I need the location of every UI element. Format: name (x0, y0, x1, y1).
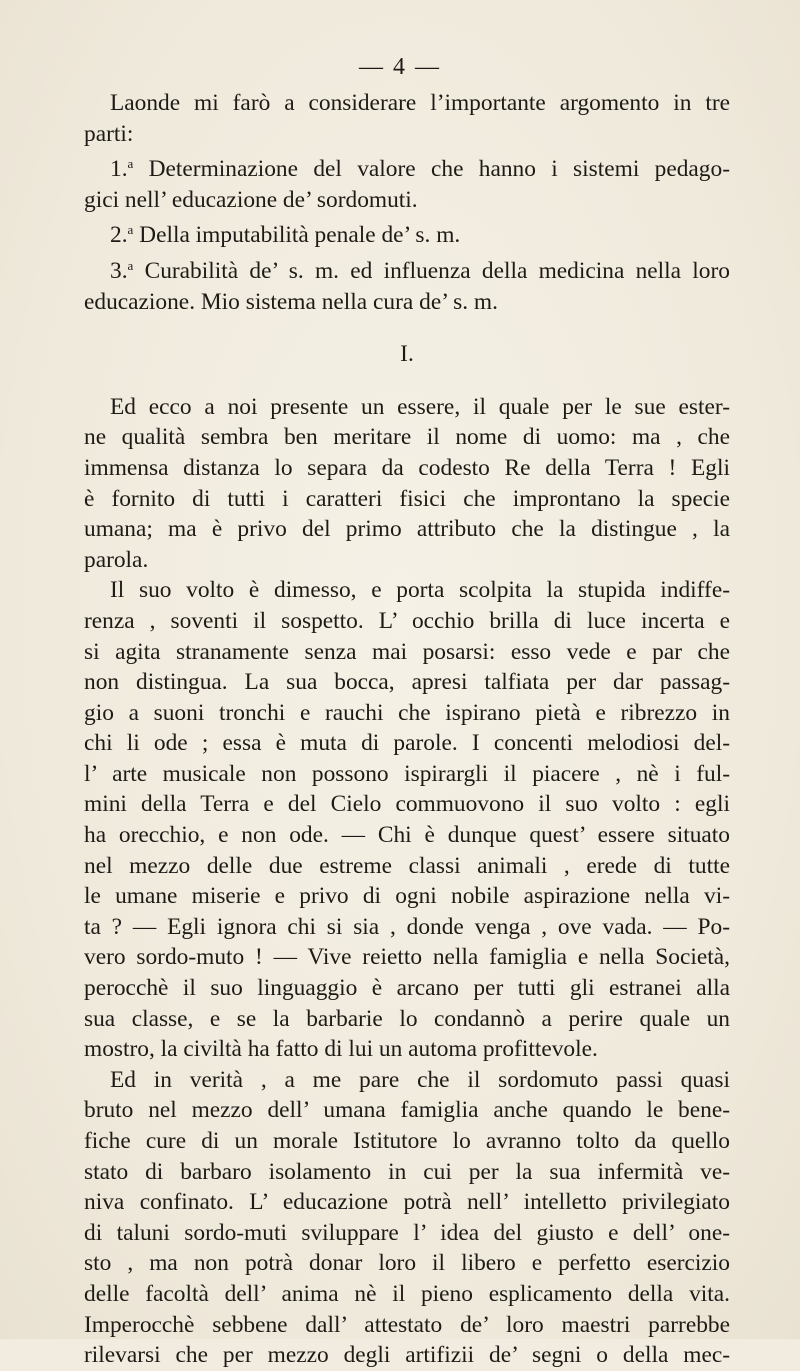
ordinal-superscript: a (127, 156, 134, 172)
intro-line: parti: (84, 120, 134, 147)
body-line: rilevarsi che per mezzo degli artifizii de’ segni o della mec- (84, 1342, 730, 1369)
body-line: ta ? — Egli ignora chi si sia , donde venga , ove vada. — Po- (84, 913, 730, 940)
part-continuation: gici nell’ educazione de’ sordomuti. (84, 186, 418, 213)
body-line: si agita stranamente senza mai posarsi: esso vede e par che (84, 638, 730, 665)
body-line: delle facoltà dell’ anima nè il pieno esplicamento della vita. (84, 1280, 730, 1307)
part-text: Della imputabilità penale de’ s. m. (133, 222, 461, 249)
part-item (84, 149, 730, 185)
body-line: bruto nel mezzo dell’ umana famiglia anche quando le bene- (84, 1097, 730, 1124)
part-item (84, 215, 730, 251)
body-line: perocchè il suo linguaggio è arcano per tutti gli estranei alla (84, 975, 730, 1002)
body-line: immensa distanza lo separa da codesto Re della Terra ! Egli (84, 454, 730, 481)
body-line: parola. (84, 546, 149, 573)
part-number: 3. (110, 257, 128, 284)
part-continuation: educazione. Mio sistema nella cura de’ s. m. (84, 288, 498, 315)
body-line: mostro, la civiltà ha fatto di lui un automa profittevole. (84, 1036, 598, 1063)
body-line: umana; ma è privo del primo attributo che la distingue , la (84, 516, 730, 543)
page-text (84, 88, 730, 1371)
intro-line: Laonde mi farò a considerare l’importante argomento in tre (110, 90, 730, 116)
body-line: mini della Terra e del Cielo commuovono il suo volto : egli (84, 791, 730, 818)
part-number: 1. (110, 156, 128, 183)
part-text: Curabilità de’ s. m. ed influenza della medicina nella loro (133, 257, 730, 284)
part-number: 2. (110, 222, 128, 249)
body-line: niva confinato. L’ educazione potrà nell’ intelletto privilegiato (84, 1189, 730, 1216)
body-line: Il suo volto è dimesso, e porta scolpita la stupida indiffe- (110, 577, 730, 604)
section-heading: I. (400, 341, 414, 368)
body-line: Ed ecco a noi presente un essere, il quale per le sue ester- (110, 393, 730, 420)
body-line: è fornito di tutti i caratteri fisici che improntano la specie (84, 485, 730, 512)
body-line: ha orecchio, e non ode. — Chi è dunque quest’ essere situato (84, 822, 730, 849)
part-item (84, 251, 730, 287)
body-line: ne qualità sembra ben meritare il nome di uomo: ma , che (84, 424, 730, 451)
page-number: — 4 — (359, 54, 441, 80)
part-text: Determinazione del valore che hanno i sistemi pedago- (133, 156, 730, 183)
body-line: le umane miserie e privo di ogni nobile aspirazione nella vi- (84, 883, 730, 910)
body-line: l’ arte musicale non possono ispirargli il piacere , nè i ful- (84, 760, 730, 787)
body-line: vero sordo-muto ! — Vive reietto nella famiglia e nella Società, (84, 944, 730, 971)
ordinal-superscript: a (127, 222, 134, 238)
body-line: fiche cure di un morale Istitutore lo avranno tolto da quello (84, 1128, 730, 1154)
body-line: renza , soventi il sospetto. L’ occhio brilla di luce incerta e (84, 607, 730, 634)
body-line: sto , ma non potrà donar loro il libero e perfetto esercizio (84, 1250, 730, 1277)
body-line: sua classe, e se la barbarie lo condannò a perire quale un (84, 1005, 730, 1032)
body-line: chi li ode ; essa è muta di parole. I concenti melodiosi del- (84, 730, 730, 757)
body-line: stato di barbaro isolamento in cui per la sua infermità ve- (84, 1158, 730, 1185)
body-line: nel mezzo delle due estreme classi animali , erede di tutte (84, 852, 730, 879)
body-line: non distingua. La sua bocca, apresi talfiata per dar passag- (84, 669, 730, 696)
body-line: Imperocchè sebbene dall’ attestato de’ loro maestri parrebbe (84, 1311, 730, 1338)
body-line: di taluni sordo-muti sviluppare l’ idea del giusto e dell’ one- (84, 1219, 730, 1246)
body-line: gio a suoni tronchi e rauchi che ispirano pietà e ribrezzo in (84, 699, 730, 726)
body-line: Ed in verità , a me pare che il sordomuto passi quasi (110, 1066, 730, 1093)
ordinal-superscript: a (127, 257, 134, 273)
